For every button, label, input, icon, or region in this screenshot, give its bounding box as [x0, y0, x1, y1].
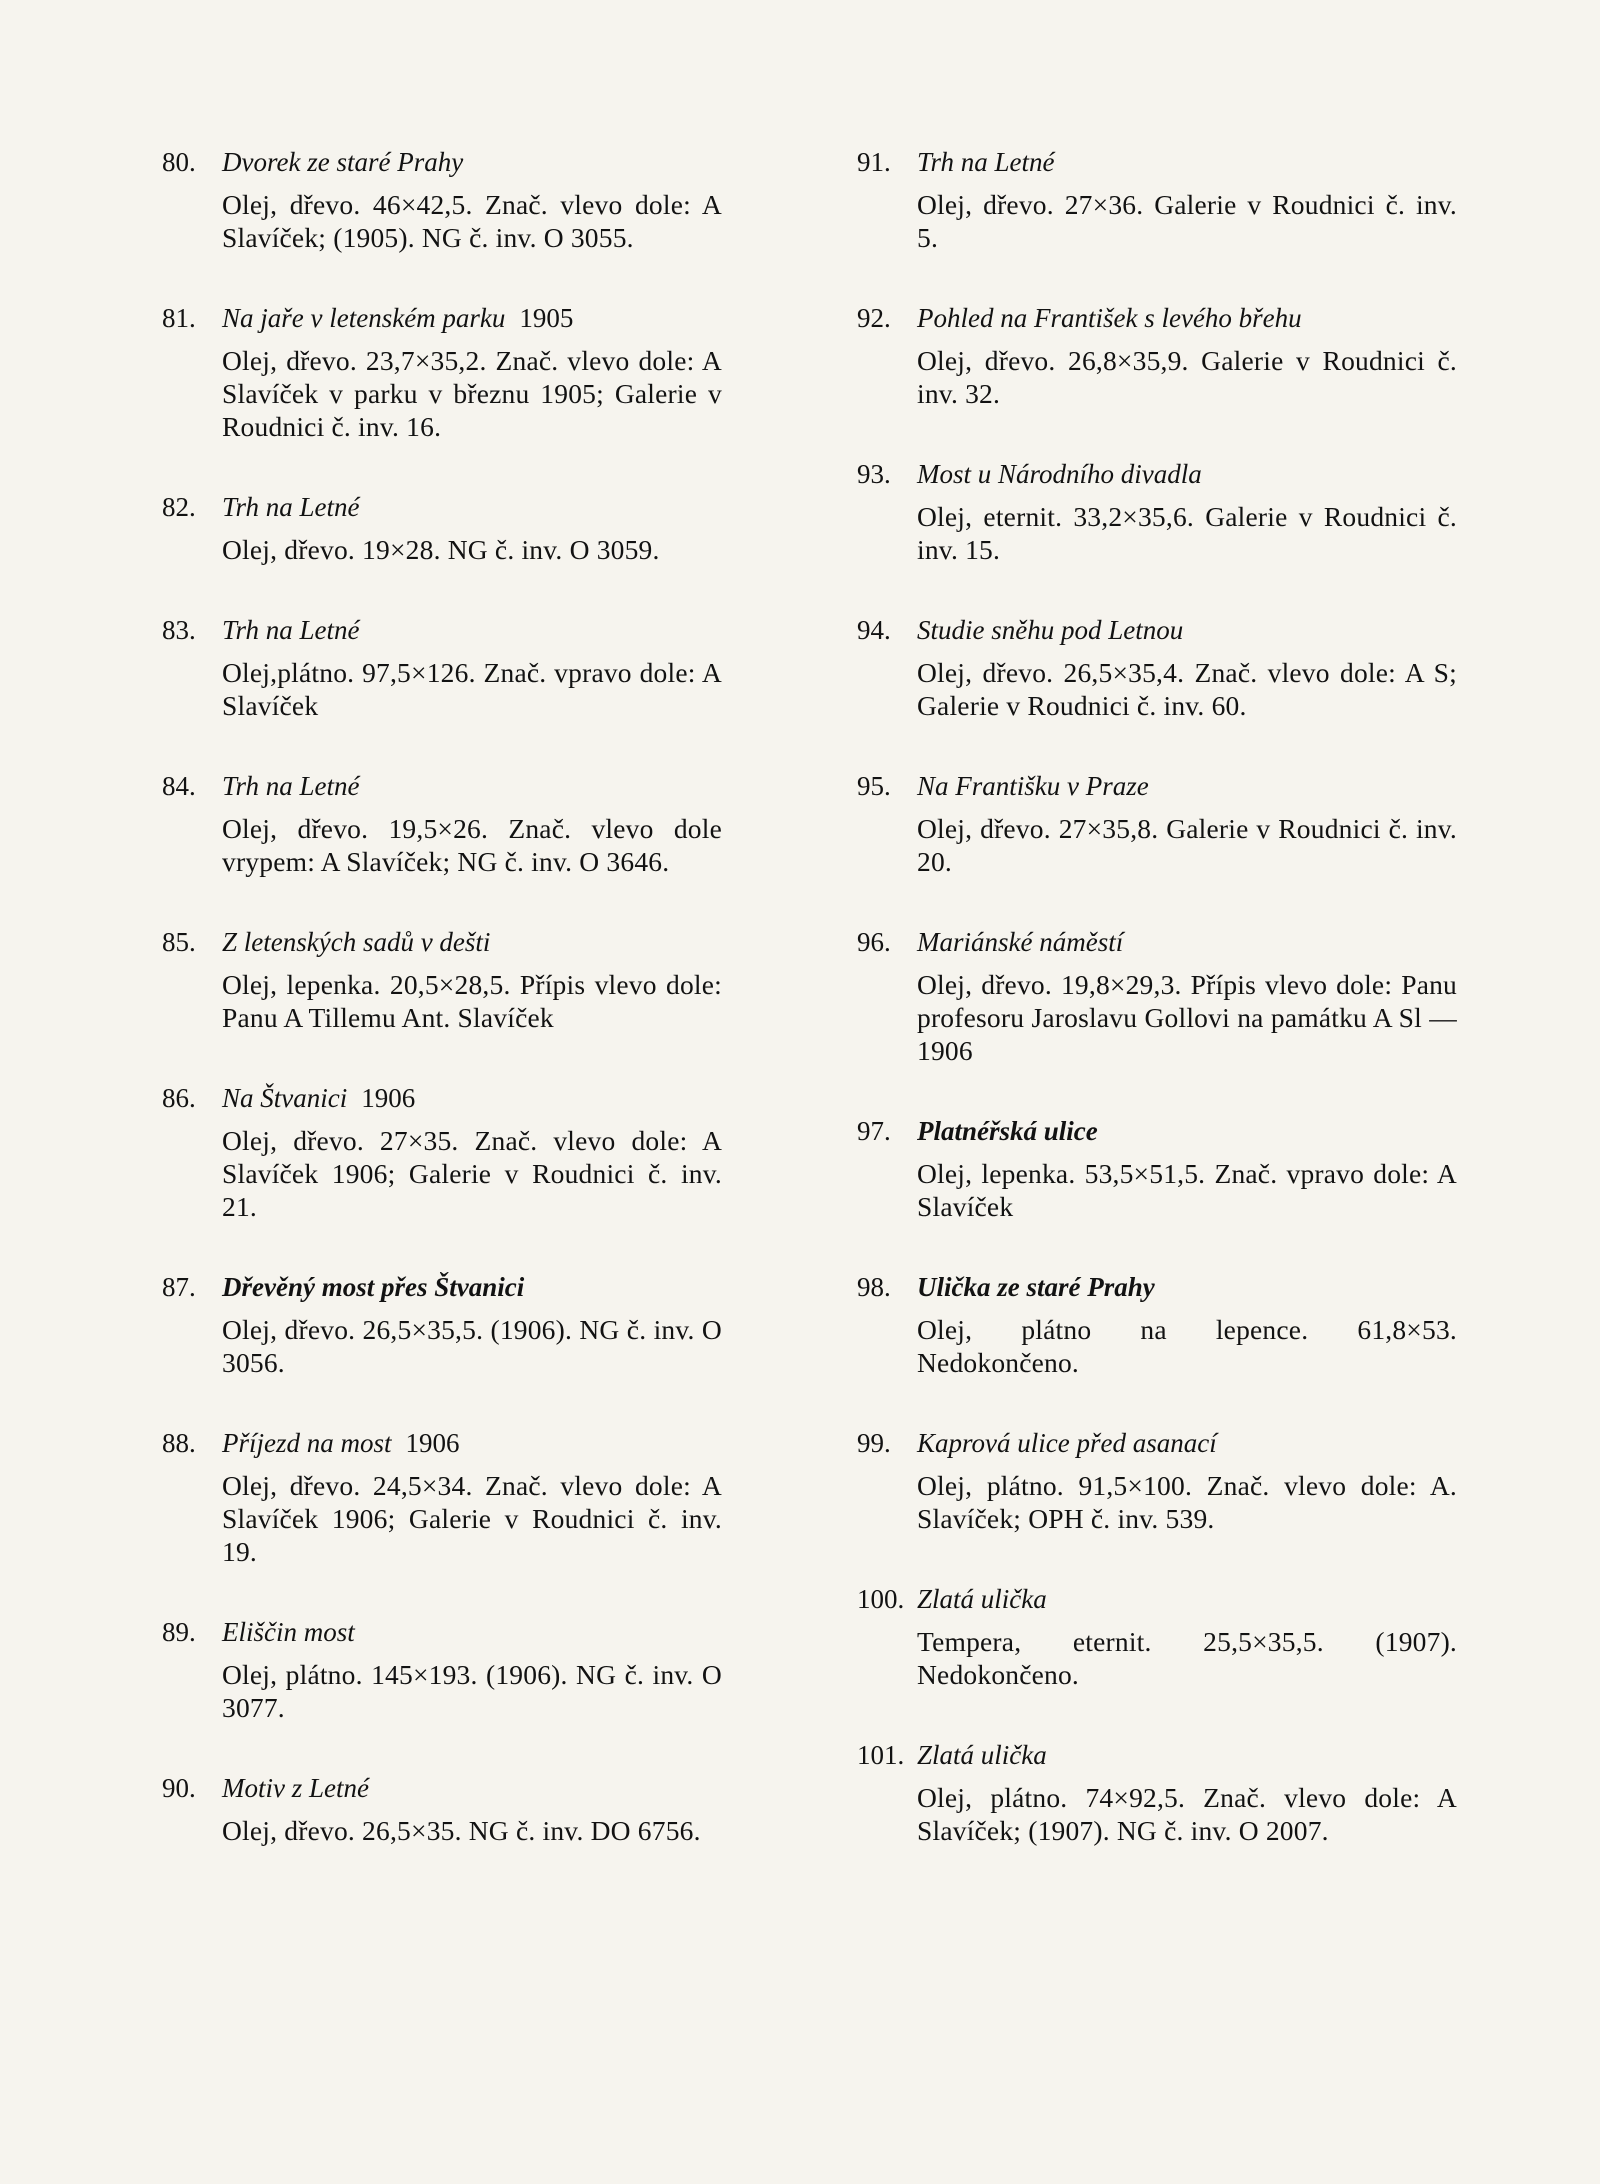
entry-description: Olej, plátno. 91,5×100. Znač. vlevo dole: A. Slavíček; OPH č. inv. 539. [917, 1470, 1457, 1534]
entry-title: Na Štvanici 1906 [222, 1083, 416, 1113]
entry-number: 86. [162, 1083, 196, 1113]
entry-title: Ulička ze staré Prahy [917, 1272, 1155, 1302]
entry-title: Trh na Letné [222, 615, 360, 645]
entry-title: Motiv z Letné [222, 1773, 369, 1803]
entry-description: Olej, dřevo. 26,5×35. NG č. inv. DO 6756. [222, 1815, 701, 1846]
entry-description: Olej, dřevo. 26,5×35,5. (1906). NG č. inv. O 3056. [222, 1314, 722, 1378]
entry-description: Olej, dřevo. 19,5×26. Znač. vlevo dole vrypem: A Slavíček; NG č. inv. O 3646. [222, 813, 722, 877]
entry-title: Studie sněhu pod Letnou [917, 615, 1184, 645]
catalog-entry-94 [857, 614, 1457, 722]
left-column [162, 146, 722, 1895]
entry-description: Tempera, eternit. 25,5×35,5. (1907). Nedokončeno. [917, 1626, 1457, 1690]
catalog-entry-87 [162, 1271, 722, 1379]
entry-number: 80. [162, 147, 196, 177]
entry-description: Olej, dřevo. 27×35. Znač. vlevo dole: A Slavíček 1906; Galerie v Roudnici č. inv. 21. [222, 1125, 722, 1222]
entry-description: Olej, dřevo. 46×42,5. Znač. vlevo dole: A Slavíček; (1905). NG č. inv. O 3055. [222, 189, 722, 253]
entry-description: Olej, plátno. 74×92,5. Znač. vlevo dole: A Slavíček; (1907). NG č. inv. O 2007. [917, 1782, 1457, 1846]
catalog-entry-81 [162, 302, 722, 443]
entry-description: Olej, lepenka. 20,5×28,5. Přípis vlevo dole: Panu A Tillemu Ant. Slavíček [222, 969, 722, 1033]
entry-description: Olej, dřevo. 26,8×35,9. Galerie v Roudnici č. inv. 32. [917, 345, 1457, 409]
entry-description: Olej, dřevo. 27×36. Galerie v Roudnici č. inv. 5. [917, 189, 1457, 253]
entry-title: Dřevěný most přes Štvanici [222, 1272, 525, 1302]
entry-title: Příjezd na most 1906 [222, 1428, 460, 1458]
entry-title: Zlatá ulička [917, 1584, 1047, 1614]
entry-description: Olej,plátno. 97,5×126. Znač. vpravo dole: A Slavíček [222, 657, 722, 721]
entry-number: 88. [162, 1428, 196, 1458]
catalog-entry-96 [857, 926, 1457, 1067]
entry-number: 99. [857, 1428, 891, 1458]
entry-description: Olej, dřevo. 27×35,8. Galerie v Roudnici č. inv. 20. [917, 813, 1457, 877]
catalog-entry-92 [857, 302, 1457, 410]
entry-title: Na jaře v letenském parku 1905 [222, 303, 574, 333]
catalog-entry-89 [162, 1616, 722, 1724]
entry-title: Trh na Letné [917, 147, 1055, 177]
catalog-entry-98 [857, 1271, 1457, 1379]
entry-number: 81. [162, 303, 196, 333]
catalog-entry-101 [857, 1739, 1457, 1847]
entry-description: Olej, dřevo. 26,5×35,4. Znač. vlevo dole: A S; Galerie v Roudnici č. inv. 60. [917, 657, 1457, 721]
catalog-entry-84 [162, 770, 722, 878]
entry-description: Olej, dřevo. 19×28. NG č. inv. O 3059. [222, 534, 660, 565]
entry-title: Platnéřská ulice [917, 1116, 1098, 1146]
entry-number: 82. [162, 492, 196, 522]
entry-title: Trh na Letné [222, 492, 360, 522]
catalog-entry-99 [857, 1427, 1457, 1535]
entry-description: Olej, plátno. 145×193. (1906). NG č. inv. O 3077. [222, 1659, 722, 1723]
entry-title: Pohled na František s levého břehu [917, 303, 1302, 333]
entry-description: Olej, eternit. 33,2×35,6. Galerie v Roudnici č. inv. 15. [917, 501, 1457, 565]
entry-title: Na Františku v Praze [917, 771, 1149, 801]
entry-title: Zlatá ulička [917, 1740, 1047, 1770]
entry-description: Olej, dřevo. 23,7×35,2. Znač. vlevo dole: A Slavíček v parku v březnu 1905; Galerie v Roudnici č. inv. 16. [222, 345, 722, 442]
catalog-entry-83 [162, 614, 722, 722]
entry-number: 83. [162, 615, 196, 645]
entry-year: 1906 [405, 1428, 460, 1458]
entry-number: 100. [857, 1584, 905, 1614]
entry-number: 89. [162, 1617, 196, 1647]
entry-number: 90. [162, 1773, 196, 1803]
entry-number: 87. [162, 1272, 196, 1302]
entry-number: 93. [857, 459, 891, 489]
entry-number: 101. [857, 1740, 905, 1770]
entry-number: 98. [857, 1272, 891, 1302]
entry-title: Trh na Letné [222, 771, 360, 801]
catalog-entry-100 [857, 1583, 1457, 1691]
entry-title: Mariánské náměstí [917, 927, 1124, 957]
entry-year: 1906 [361, 1083, 416, 1113]
entry-description: Olej, dřevo. 19,8×29,3. Přípis vlevo dole: Panu profesoru Jaroslavu Gollovi na památku A Sl — 1906 [917, 969, 1457, 1066]
entry-description: Olej, plátno na lepence. 61,8×53. Nedokončeno. [917, 1314, 1457, 1378]
catalog-entry-82 [162, 491, 722, 566]
catalog-entry-86 [162, 1082, 722, 1223]
entry-title: Kaprová ulice před asanací [917, 1428, 1217, 1458]
entry-year: 1905 [519, 303, 574, 333]
catalog-entry-93 [857, 458, 1457, 566]
catalog-entry-85 [162, 926, 722, 1034]
entry-description: Olej, lepenka. 53,5×51,5. Znač. vpravo dole: A Slavíček [917, 1158, 1457, 1222]
catalog-entry-90 [162, 1772, 722, 1847]
entry-number: 85. [162, 927, 196, 957]
entry-number: 96. [857, 927, 891, 957]
catalog-entry-95 [857, 770, 1457, 878]
entry-number: 94. [857, 615, 891, 645]
catalog-entry-88 [162, 1427, 722, 1568]
entry-title: Z letenských sadů v dešti [222, 927, 491, 957]
entry-description: Olej, dřevo. 24,5×34. Znač. vlevo dole: A Slavíček 1906; Galerie v Roudnici č. inv. 19. [222, 1470, 722, 1567]
catalog-entry-80 [162, 146, 722, 254]
entry-number: 92. [857, 303, 891, 333]
catalog-entry-97 [857, 1115, 1457, 1223]
right-column [857, 146, 1457, 1895]
entry-number: 95. [857, 771, 891, 801]
entry-number: 97. [857, 1116, 891, 1146]
entry-title: Dvorek ze staré Prahy [222, 147, 464, 177]
entry-number: 84. [162, 771, 196, 801]
catalog-entry-91 [857, 146, 1457, 254]
entry-title: Eliščin most [222, 1617, 355, 1647]
entry-number: 91. [857, 147, 891, 177]
entry-title: Most u Národního divadla [917, 459, 1202, 489]
